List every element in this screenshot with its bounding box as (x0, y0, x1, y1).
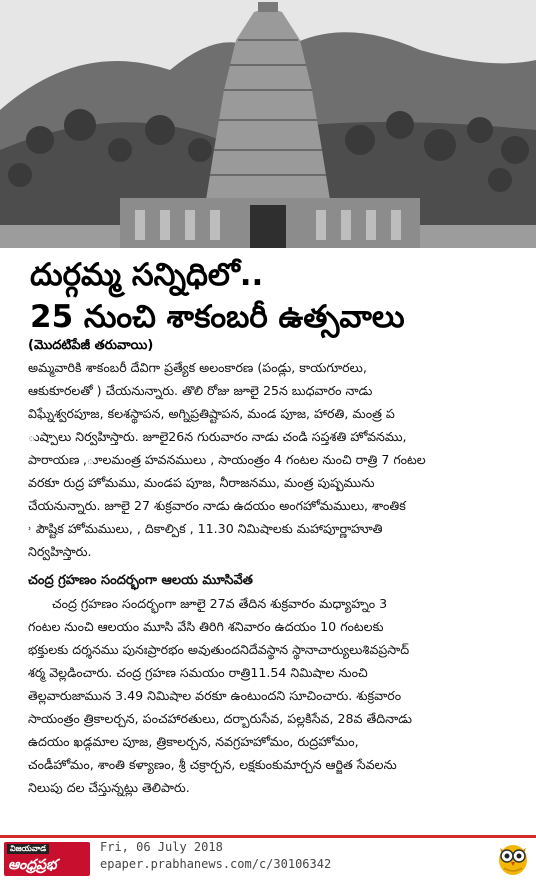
text-line: ఉదయం ఖడ్గమాల పూజ, త్రికాలర్చన, నవగ్రహహోమం, రుద్రహోమం, (28, 734, 359, 749)
text-line: ుష్పాలు నిర్వహిస్తారు. జూలై26న గురువారం నాడు చండి సప్తశతి హోవనము, (28, 429, 407, 444)
paper-name: ఆంధ్రప్రభ (8, 857, 57, 873)
page-footer (0, 835, 536, 880)
text-line: ఆకుకూరలతో ) చేయనున్నారు. తొలి రోజు జూలై 25న బుధవారం నాడు (28, 383, 373, 398)
text-line: సాయంత్రం త్రికాలర్చన, పంచహారతులు, దర్బారుసేవ, పల్లకిసేవ, 28వ తేదినాడు (28, 711, 412, 726)
continued-note: (మొదటిపేజీ తరువాయి) (28, 338, 154, 353)
epaper-url[interactable]: epaper.prabhanews.com/c/30106342 (100, 857, 332, 871)
text-line: తెల్లవారుజామున 3.49 నిమిషాల వరకూ ఉంటుందని సూచించారు. శుక్రవారం (28, 688, 402, 703)
text-line: వరకూ రుద్ర హోమము, మండప పూజ, నీరాజనము, మంత్ర పుష్పమును (28, 475, 375, 490)
text-line: శర్మ వెల్లడించారు. చంద్ర గ్రహణ సమయం రాత్రి11.54 నిమిషాల నుంచి (28, 665, 368, 680)
headline-line-1: దుర్గమ్మ సన్నిధిలో.. (30, 257, 264, 293)
text-line: చండీహోమం, శాంతి కళ్యాణం, శ్రీ చక్రార్చన, లక్షకుంకుమార్చన ఆర్జిత సేవలను (28, 757, 397, 772)
text-line: పారాయణ ,ూలమంత్ర హవనములు , సాయంత్రం 4 గంటల నుంచి రాత్రి 7 గంటల (28, 452, 426, 467)
text-line: గంటల నుంచి ఆలయం మూసి వేసి తిరిగి శనివారం ఉదయం 10 గంటలకు (28, 619, 384, 634)
paragraph-1 (28, 356, 520, 563)
publish-date: Fri, 06 July 2018 (100, 840, 223, 854)
newspaper-logo[interactable] (4, 842, 90, 876)
text-line: భక్తులకు దర్శనము పునఃప్రారభం అవుతుందనిదేవస్థాన స్థానాచార్యులుశివప్రసాద్ (28, 642, 410, 657)
article-body (28, 356, 520, 799)
owl-icon (496, 840, 530, 876)
text-line: చంద్ర గ్రహణం సందర్భంగా జూలై 27వ తేదిన శుక్రవారం మధ్యాహ్నం 3 (52, 596, 388, 611)
paragraph-2 (28, 592, 520, 799)
text-line: అమ్మవారికి శాకంబరీ దేవిగా ప్రత్యేక అలంకారణ (పండ్లు, కాయగూరలు, (28, 360, 367, 375)
section-subheading: చంద్ర గ్రహణం సందర్భంగా ఆలయ మూసివేత (28, 573, 253, 588)
text-line: చేయనున్నారు. జూలై 27 శుక్రవారం నాడు ఉదయం అంగహోమములు, శాంతిక (28, 498, 406, 513)
temple-photo (0, 0, 536, 248)
article-headline (30, 254, 520, 338)
text-line: నిలుపు దల చేస్తున్నట్లు తెలిపారు. (28, 780, 190, 795)
text-line: విఘ్నేశ్వరపూజ, కలశస్థాపన, అగ్నిప్రతిష్టాపన, మండ పూజ, హారతి, మంత్ర ప (28, 406, 395, 421)
text-line: ˒ పౌష్టిక హోమములు, , దికాల్పిక , 11.30 నిమిషాలకు మహాపూర్ణాహూతి (28, 521, 383, 536)
edition-city: విజయవాడ (7, 844, 49, 854)
headline-line-2: 25 నుంచి శాకంబరీ ఉత్సవాలు (30, 299, 405, 335)
text-line: నిర్వహిస్తారు. (28, 544, 92, 559)
